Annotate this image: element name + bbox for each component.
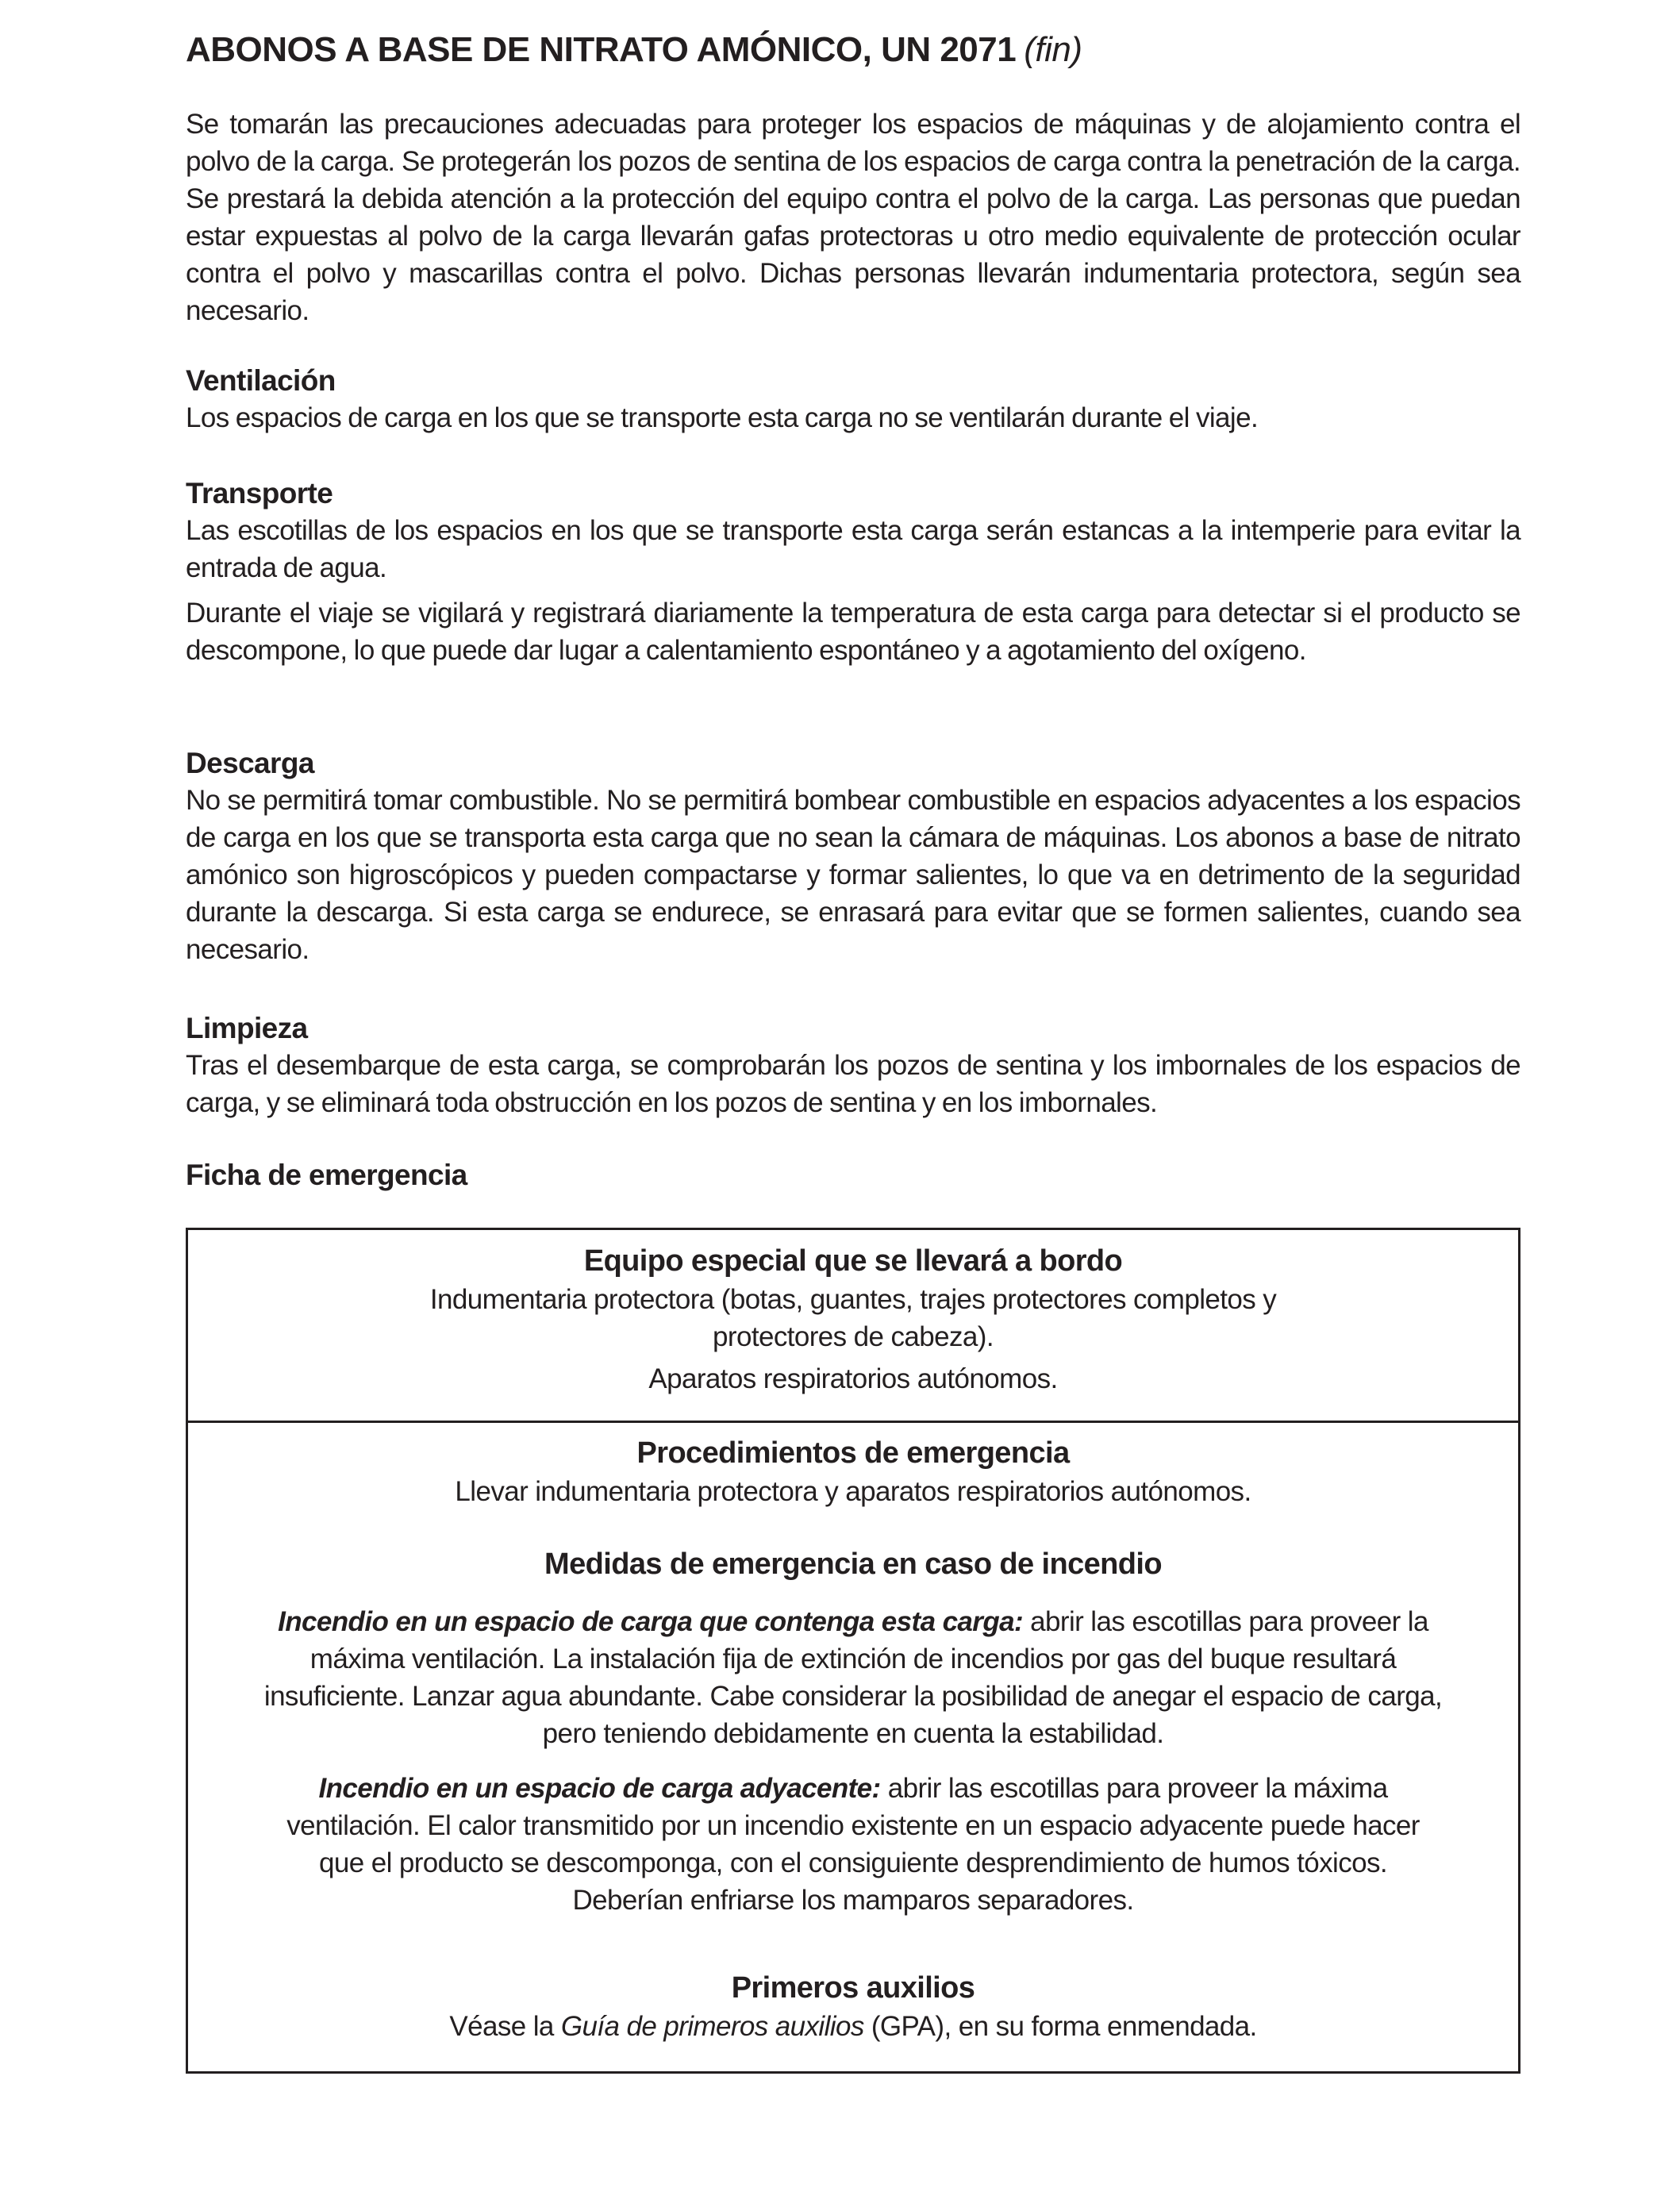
descarga-paragraph: No se permitirá tomar combustible. No se permitirá bombear combustible en espacios adyacentes a los espacios de carga en los que se transporta esta carga que no sean la cámara de máquinas. Los abonos a base de nitrato amónico son higroscópicos y pueden compactarse y formar salientes, lo que va en detrimento de la seguridad durante la descarga. Si esta carga se endurece, se enrasará para evitar que se formen salientes, cuando sea necesario. xyxy=(186,785,1520,965)
first-aid-guide-title: Guía de primeros auxilios xyxy=(560,2011,864,2042)
equipment-line-1: Indumentaria protectora (botas, guantes, trajes protectores completos y xyxy=(429,1284,1277,1315)
fire-case-adjacent-space xyxy=(282,1770,1424,1919)
transporte-paragraph-1: Las escotillas de los espacios en los que se transporte esta carga serán estancas a la intemperie para evitar la entrada de agua. xyxy=(186,515,1520,583)
title-main: ABONOS A BASE DE NITRATO AMÓNICO, UN 2071 xyxy=(186,30,1017,69)
procedures-heading: Procedimientos de emergencia xyxy=(636,1436,1070,1470)
heading-limpieza: Limpieza xyxy=(186,1012,308,1044)
equipment-section xyxy=(188,1241,1518,1398)
heading-transporte: Transporte xyxy=(186,477,333,509)
first-aid-section xyxy=(188,1968,1518,2045)
page-title xyxy=(186,29,1082,71)
first-aid-heading: Primeros auxilios xyxy=(731,1971,975,2005)
heading-ficha-emergencia: Ficha de emergencia xyxy=(186,1159,467,1191)
fire-section xyxy=(188,1544,1518,1919)
fire-case-2-label: Incendio en un espacio de carga adyacente: xyxy=(318,1773,881,1804)
equipment-line-2: protectores de cabeza). xyxy=(713,1321,994,1352)
first-aid-suffix: (GPA), en su forma enmendada. xyxy=(863,2011,1257,2042)
procedures-text: Llevar indumentaria protectora y aparatos respiratorios autónomos. xyxy=(455,1476,1251,1507)
fire-case-1-text: abrir las escotillas para proveer la máxima ventilación. La instalación fija de extinción de incendios por gas del buque resultará insuficiente. Lanzar agua abundante. Cabe considerar la posibilidad de anegar el espacio de carga, pero teniendo debidamente en cuenta la estabilidad. xyxy=(263,1606,1443,1749)
fire-case-2-text: abrir las escotillas para proveer la máxima ventilación. El calor transmitido por un incendio existente en un espacio adyacente puede hacer que el producto se descomponga, con el consiguiente desprendimiento de humos tóxicos. Deberían enfriarse los mamparos separadores. xyxy=(286,1773,1420,1916)
fire-case-cargo-space xyxy=(242,1603,1464,1752)
heading-ventilacion: Ventilación xyxy=(186,364,336,397)
limpieza-paragraph: Tras el desembarque de esta carga, se comprobarán los pozos de sentina y los imbornales de los espacios de carga, y se eliminará toda obstrucción en los pozos de sentina y en los imbornales. xyxy=(186,1050,1520,1118)
fire-heading: Medidas de emergencia en caso de incendio xyxy=(544,1547,1162,1581)
equipment-line-3: Aparatos respiratorios autónomos. xyxy=(648,1363,1058,1394)
ventilacion-paragraph: Los espacios de carga en los que se transporte esta carga no se ventilarán durante el viaje. xyxy=(186,402,1259,433)
intro-paragraph: Se tomarán las precauciones adecuadas para proteger los espacios de máquinas y de alojamiento contra el polvo de la carga. Se protegerán los pozos de sentina de los espacios de carga contra la penetración de la carga. Se prestará la debida atención a la protección del equipo contra el polvo de la carga. Las personas que puedan estar expuestas al polvo de la carga llevarán gafas protectoras u otro medio equivalente de protección ocular contra el polvo y mascarillas contra el polvo. Dichas personas llevarán indumentaria protectora, según sea necesario. xyxy=(186,109,1520,326)
fire-case-1-label: Incendio en un espacio de carga que contenga esta carga: xyxy=(278,1606,1024,1637)
heading-descarga: Descarga xyxy=(186,747,314,779)
section-divider xyxy=(188,1421,1518,1423)
title-suffix: (fin) xyxy=(1024,30,1082,69)
emergency-card xyxy=(186,1228,1520,2074)
equipment-heading: Equipo especial que se llevará a bordo xyxy=(583,1244,1123,1278)
first-aid-text xyxy=(188,2008,1518,2045)
first-aid-prefix: Véase la xyxy=(449,2011,561,2042)
procedures-section xyxy=(188,1433,1518,1510)
transporte-paragraph-2: Durante el viaje se vigilará y registrará diariamente la temperatura de esta carga para detectar si el producto se descompone, lo que puede dar lugar a calentamiento espontáneo y a agotamiento del oxígeno. xyxy=(186,598,1520,666)
